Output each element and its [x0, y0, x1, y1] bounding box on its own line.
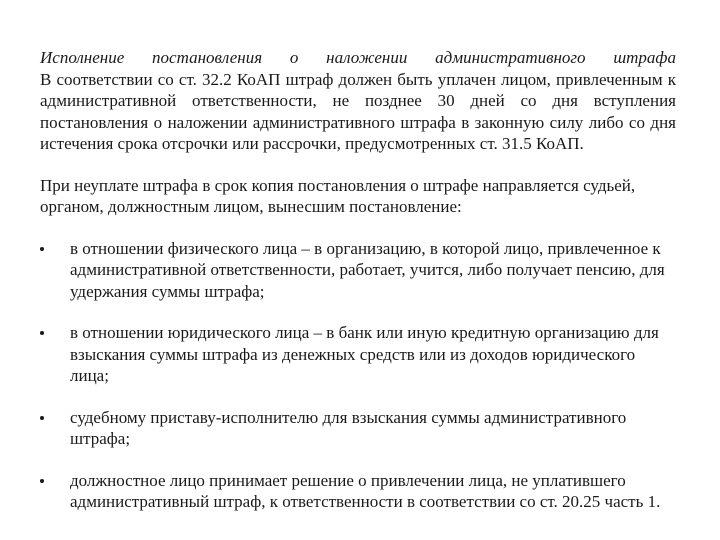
list-item — [40, 322, 676, 387]
bullet-icon — [40, 331, 44, 335]
intro-paragraph: В соответствии со ст. 32.2 КоАП штраф должен быть уплачен лицом, привлеченным к административной ответственности, не позднее 30 дней со дня вступления постановления о наложении административного штрафа в законную силу либо со дня истечения срока отсрочки или рассрочки, предусмотренных ст. 31.5 КоАП. — [40, 69, 676, 153]
list-item-text: в отношении юридического лица – в банк или иную кредитную организацию для взыскания суммы штрафа из денежных средств или из доходов юридического лица; — [70, 323, 659, 385]
list-item-text: в отношении физического лица – в организацию, в которой лицо, привлеченное к административной ответственности, работает, учится, либо получает пенсию, для удержания суммы штрафа; — [70, 238, 665, 301]
bullet-icon — [40, 479, 44, 483]
notice-paragraph: При неуплате штрафа в срок копия постановления о штрафе направляется судьей, органом, должностным лицом, вынесшим постановление: — [40, 175, 636, 216]
list-item-text: судебному приставу-исполнителю для взыскания суммы административного штрафа; — [70, 407, 627, 448]
bullet-icon — [40, 416, 44, 420]
list-item — [40, 238, 676, 303]
section-title: Исполнение постановления о наложении административного штрафа — [40, 48, 676, 67]
list-item-text: должностное лицо принимает решение о привлечении лица, не уплатившего административный штраф, к ответственности в соответствии со ст. 20.25 часть 1. — [70, 470, 661, 511]
list-item — [40, 470, 676, 513]
bullet-icon — [40, 247, 44, 251]
bullet-list — [40, 238, 676, 513]
list-item — [40, 407, 676, 450]
document-page — [40, 47, 676, 533]
